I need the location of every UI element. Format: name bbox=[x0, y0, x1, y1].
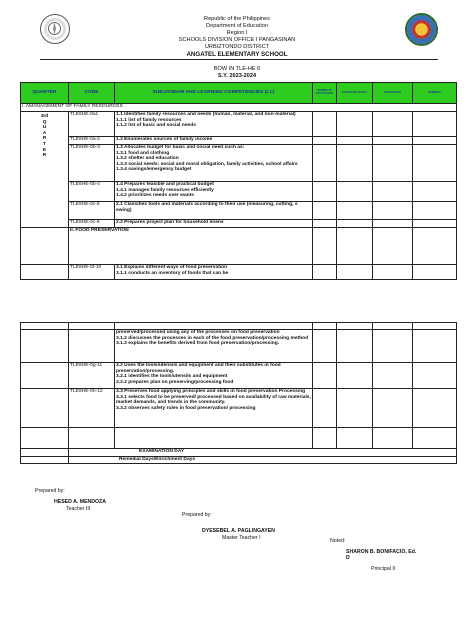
header-republic: Republic of the Philippines bbox=[204, 16, 270, 22]
doc-title: BOW IN TLE-HE 6 bbox=[213, 66, 261, 72]
noted-label: Noted: bbox=[330, 538, 346, 544]
row-code: TLE6HE-0h-12 bbox=[69, 389, 115, 428]
section-food-preservation: II. FOOD PRESERVATION bbox=[69, 228, 313, 265]
row-competency: 3.1 Explains different ways of food preservation 3.1.1 conducts an inventory of foods that can be bbox=[115, 265, 313, 280]
quarter-label: 3rd Q U A R T E R bbox=[21, 112, 69, 228]
prepared-by-label-2: Prepared by: bbox=[182, 512, 212, 518]
row-code: TLE6HE-0a-2 bbox=[69, 137, 115, 145]
table-row bbox=[21, 145, 457, 182]
bow-table-page2 bbox=[20, 322, 457, 464]
row-code: TLE6HE-0a1 bbox=[69, 112, 115, 137]
table-row bbox=[21, 330, 457, 363]
prepared-by-label-1: Prepared by: bbox=[35, 488, 65, 494]
row-code: TLE6HE-0f-10 bbox=[69, 265, 115, 280]
row-competency: 1.2 Enumerates sources of family income bbox=[115, 137, 313, 145]
col-date-to-be-taught: DATE TO BE TAUGHT bbox=[337, 83, 373, 104]
table-header-row bbox=[21, 83, 457, 104]
row-code: TLE6HE-0b-4 bbox=[69, 182, 115, 202]
header-division: SCHOOLS DIVISION OFFICE I PANGASINAN bbox=[178, 37, 296, 43]
row-competency: 1.3 Allocates budget for basic and social need such as: 1.3.1 food and clothing 1.3.2 shelter and education 1.3.3 social needs: social and moral obligation, family activities, school affairs 1.3.4 savings/emergency budget bbox=[115, 145, 313, 182]
row-competency: 1.1 Identifies family resources and needs (human, material, and non-material) 1.1.1 list of family resources 1.1.2 list of basic and social needs bbox=[115, 112, 313, 137]
header-deped: Department of Education bbox=[206, 23, 268, 29]
table-row bbox=[21, 182, 457, 202]
row-competency: 1.4 Prepares feasible and practical budget 1.4.1 manages family resources efficiently 1.4.2 prioritizes needs over wants bbox=[115, 182, 313, 202]
row-competency: 2.2 Prepares project plan for household linens bbox=[115, 220, 313, 228]
col-remarks: REMARKS bbox=[413, 83, 457, 104]
table-row bbox=[21, 363, 457, 389]
header-region: Region I bbox=[226, 30, 248, 36]
col-quarter: QUARTER bbox=[21, 83, 69, 104]
col-days-taught: NUMBER OF DAYS TAUGHT bbox=[313, 83, 337, 104]
table-row bbox=[21, 389, 457, 428]
bow-table-page1 bbox=[20, 82, 457, 280]
row-code bbox=[69, 330, 115, 363]
school-year: S.Y. 2023-2024 bbox=[217, 73, 257, 79]
table-row bbox=[21, 137, 457, 145]
remedial-days: Remedial Days/Enrichment Days bbox=[69, 457, 457, 464]
header-school: ANGATEL ELEMENTARY SCHOOL bbox=[186, 51, 288, 58]
col-subdomain: SUB-DOMAIN AND LEARNING COMPETENCIES (LC) bbox=[115, 83, 313, 104]
signatory-name-2: DYESEBEL A. PAGLINGAYEN bbox=[202, 528, 275, 534]
table-row bbox=[21, 202, 457, 220]
examination-day: EXAMINATION DAY bbox=[69, 449, 457, 457]
row-competency: preserved/processed using any of the processes on food preservation 3.1.2 discusses the processes in each of the food preservation/processing method 3.1.3 explains the benefits derived from food preservation/processing. bbox=[115, 330, 313, 363]
row-competency: 3.2 Uses the tools/utensils and equipment and their substitutes in food preservation/processing. 3.2.1 identifies the tools/utensils and equipment 3.2.2 prepares plan on preserving/processing food bbox=[115, 363, 313, 389]
row-code: TLE6HE-0c-6 bbox=[69, 220, 115, 228]
table-row bbox=[21, 265, 457, 280]
row-code: TLE6HE-0b-3 bbox=[69, 145, 115, 182]
row-competency: 2.1 Classifies tools and materials according to their use (measuring, cutting, s ewing) bbox=[115, 202, 313, 220]
signatory-title-3: Principal II bbox=[371, 566, 396, 572]
col-date-taught: DATE TAUGHT bbox=[373, 83, 413, 104]
row-competency: 3.3 Preserves food applying principles and skills in food preservation Processing 3.3.1 selects food to be preserved/ processed based on availability of raw materials, market demands, and trends in the community. 3.3.2 observes safety rules in food preservation/ processing bbox=[115, 389, 313, 428]
header-rule bbox=[40, 59, 438, 60]
table-row bbox=[21, 112, 457, 137]
header-district: URBIZTONDO DISTRICT bbox=[204, 44, 270, 50]
row-code: TLE6HE-0c-5 bbox=[69, 202, 115, 220]
signatory-name-3: SHARON B. BONIFACIO, Ed. D bbox=[346, 549, 417, 561]
col-code: CODE bbox=[69, 83, 115, 104]
signatory-title-2: Master Teacher I bbox=[222, 535, 261, 541]
section-family-resources: I. AMANAGEMENT OF FAMILY RESOURCES bbox=[21, 104, 457, 112]
signatory-title-1: Teacher III bbox=[66, 506, 91, 512]
signatory-name-1: HESED A. MENDOZA bbox=[54, 499, 106, 505]
table-row bbox=[21, 220, 457, 228]
row-code: TLE6HE-0g-11 bbox=[69, 363, 115, 389]
